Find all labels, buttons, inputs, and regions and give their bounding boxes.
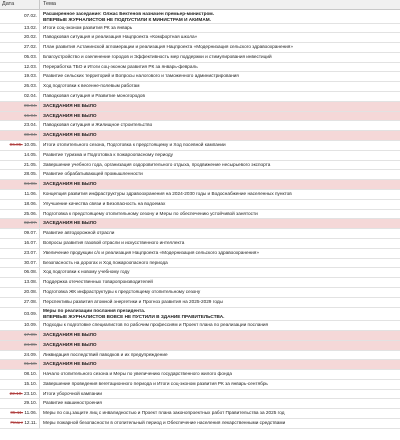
date-value: 23.10.	[23, 390, 37, 396]
table-row[interactable]	[0, 190, 400, 200]
date-value: 16.07.	[23, 240, 37, 246]
date-cell[interactable]	[0, 10, 40, 23]
topic-cell[interactable]: Увеличение продукции с/х и реализация Нацпроекта «Модернизация сельского здравоохранения»	[43, 249, 259, 255]
date-cell[interactable]	[0, 190, 40, 199]
date-value: 26.03.	[23, 83, 37, 89]
date-value: 25.06.	[23, 210, 37, 216]
column-header-date[interactable]: Дата	[0, 0, 40, 9]
date-cell[interactable]	[0, 200, 40, 209]
date-cell[interactable]	[0, 102, 40, 111]
date-value: 24.09.	[23, 351, 37, 357]
topic-cell[interactable]: Ход подготовки к весенне-полевым работам	[43, 83, 140, 89]
date-value: 03.09.	[23, 310, 37, 316]
date-cell[interactable]	[0, 33, 40, 42]
date-value: 28.05.	[23, 171, 37, 177]
date-value: 10.09.	[23, 322, 37, 328]
topic-cell[interactable]: ЗАСЕДАНИЯ НЕ БЫЛО	[43, 341, 97, 347]
date-value: 10.05.	[23, 142, 37, 148]
topic-cell[interactable]: Развитие автодорожной отрасли	[43, 230, 115, 236]
table-row[interactable]	[0, 82, 400, 92]
table-row[interactable]	[0, 419, 400, 429]
topic-line: Расширенное заседание: Олжас Бектенов назначен премьер-министром.	[43, 10, 215, 16]
topic-cell[interactable]: Вопросы развития газовой отрасли и искусственного интеллекта	[43, 240, 185, 246]
date-cell[interactable]	[0, 170, 40, 179]
topic-line: ВПЕРВЫЕ ЖУРНАЛИСТОВ ВОВСЕ НЕ ПУСТИЛИ В ЗДАНИЕ ПРАВИТЕЛЬСТВА.	[43, 314, 225, 320]
topic-cell[interactable]: Подходы к подготовке специалистов по рабочим профессиям и Проект плана по реализации послания	[43, 322, 269, 328]
topic-cell[interactable]: Паводковая ситуация и Развитие моногородов	[43, 93, 146, 99]
table-row[interactable]	[0, 268, 400, 278]
date-cell[interactable]	[0, 239, 40, 248]
topic-cell[interactable]: ЗАСЕДАНИЯ НЕ БЫЛО	[43, 132, 97, 138]
date-cell[interactable]	[0, 131, 40, 140]
date-cell[interactable]	[0, 419, 40, 428]
table-row[interactable]	[0, 33, 400, 43]
date-value: 09.07.	[23, 230, 37, 236]
topic-cell[interactable]: Начало отопительного сезона и Меры по увеличению государственного жилого фонда	[43, 371, 232, 377]
table-row[interactable]	[0, 249, 400, 259]
date-cell[interactable]	[0, 210, 40, 219]
table-row[interactable]	[0, 24, 400, 34]
table-row[interactable]	[0, 151, 400, 161]
date-value: 12.11.	[24, 420, 37, 426]
date-value: 23.07.	[23, 249, 37, 255]
date-cell[interactable]	[0, 370, 40, 379]
table-row[interactable]	[0, 288, 400, 298]
table-row[interactable]	[0, 210, 400, 220]
date-cell[interactable]	[0, 298, 40, 307]
table-row[interactable]	[0, 72, 400, 82]
old-date: 05.11.	[10, 410, 23, 416]
date-value: 30.07.	[23, 259, 37, 265]
table-row[interactable]	[0, 161, 400, 171]
date-cell[interactable]	[0, 390, 40, 399]
table-row[interactable]	[0, 131, 400, 141]
topic-cell[interactable]: Улучшение качества связи и Безопасность на водоемах	[43, 200, 166, 206]
date-cell[interactable]	[0, 141, 40, 150]
date-cell[interactable]	[0, 53, 40, 62]
table-row[interactable]	[0, 360, 400, 370]
topic-cell[interactable]: Итоги отопительного сезона, Подготовка к предстоящему и Ход посевной кампании	[43, 142, 226, 148]
table-body	[0, 10, 400, 429]
table-row[interactable]	[0, 121, 400, 131]
topic-cell[interactable]: Подготовка к предстоящему отопительному сезону и Меры по обеспечению устойчивой занятости	[43, 210, 258, 216]
topic-cell[interactable]: Поддержка отечественных товаропроизводителей	[43, 279, 153, 285]
date-value: 18.06.	[23, 200, 37, 206]
date-cell[interactable]	[0, 229, 40, 238]
topic-cell[interactable]: Перспективы развития атомной энергетики и Прогноз развития на 2025-2029 годы	[43, 298, 223, 304]
table-row[interactable]	[0, 180, 400, 190]
table-row[interactable]	[0, 112, 400, 122]
date-cell[interactable]	[0, 112, 40, 121]
date-cell[interactable]	[0, 63, 40, 72]
date-value: 19.03.	[23, 73, 37, 79]
topic-cell[interactable]: ЗАСЕДАНИЯ НЕ БЫЛО	[43, 112, 97, 118]
table-row[interactable]	[0, 409, 400, 419]
topic-cell[interactable]: Развитие машиностроения	[43, 400, 102, 406]
topic-cell[interactable]: Завершение учебного года, организация оздоровительного отдыха, продвижение несырьевого экспорта	[43, 161, 271, 167]
date-cell[interactable]	[0, 321, 40, 330]
table-row[interactable]	[0, 351, 400, 361]
topic-cell[interactable]: Концепция развития инфраструктуры здравоохранения на 2024-2030 годы и Водоснабжение населенных пунктов	[43, 191, 292, 197]
date-value: 11.06.	[24, 410, 37, 416]
table-row[interactable]	[0, 399, 400, 409]
table-row[interactable]	[0, 200, 400, 210]
date-value: 13.02.	[23, 24, 37, 30]
table-row[interactable]	[0, 219, 400, 229]
table-row[interactable]	[0, 10, 400, 24]
table-row[interactable]	[0, 102, 400, 112]
column-header-topic[interactable]: Тема	[43, 1, 56, 7]
topic-cell[interactable]: Развитие сельских территорий и Вопросы налогового и таможенного администрирования	[43, 73, 239, 79]
topic-cell[interactable]: Переработка ТБО и Итоги соц-эконом развития РК за январь-февраль	[43, 63, 198, 69]
date-value: 05.03.	[23, 53, 37, 59]
topic-cell[interactable]	[40, 308, 400, 321]
table-header	[0, 0, 400, 10]
topic-cell[interactable]: ЗАСЕДАНИЯ НЕ БЫЛО	[43, 102, 97, 108]
date-value: 02.04.	[23, 93, 37, 99]
date-value: 30.04.	[23, 132, 37, 138]
table-row[interactable]	[0, 331, 400, 341]
table-row[interactable]	[0, 239, 400, 249]
topic-cell[interactable]: Паводковая ситуация и реализация Нацпроекта «Комфортная школа»	[43, 34, 198, 40]
table-row[interactable]	[0, 53, 400, 63]
date-value: 27.08.	[23, 298, 37, 304]
date-cell[interactable]	[0, 399, 40, 408]
date-cell[interactable]	[0, 219, 40, 228]
table-row[interactable]	[0, 390, 400, 400]
topic-cell[interactable]: Завершение проведения вегетационного периода и Итоги соц-эконом развития РК за январь-сентябрь	[43, 380, 268, 386]
table-row[interactable]	[0, 92, 400, 102]
date-value: 15.10.	[23, 380, 37, 386]
date-cell[interactable]	[0, 151, 40, 160]
date-cell[interactable]	[0, 360, 40, 369]
date-cell[interactable]	[0, 161, 40, 170]
table-row[interactable]	[0, 43, 400, 53]
date-value: 09.04.	[23, 102, 37, 108]
topic-cell[interactable]: План развития Астанинской агломерации и реализация Нацпроекта «Модернизация сельского здравоохранения»	[43, 44, 293, 50]
date-value: 29.10.	[23, 400, 37, 406]
topic-cell[interactable]: ЗАСЕДАНИЯ НЕ БЫЛО	[43, 181, 97, 187]
date-cell[interactable]	[0, 121, 40, 130]
topic-cell[interactable]: Ликвидация последствий паводков и их предупреждение	[43, 351, 168, 357]
date-cell[interactable]	[0, 308, 40, 321]
topic-cell[interactable]: Меры пожарной безопасности в отопительный период и Обеспечение населения лекарственными средствами	[43, 420, 286, 426]
table-row[interactable]	[0, 321, 400, 331]
date-value: 24.09.	[23, 341, 37, 347]
date-value: 14.05.	[23, 151, 37, 157]
table-row[interactable]	[0, 259, 400, 269]
table-row[interactable]	[0, 380, 400, 390]
topic-cell[interactable]: ЗАСЕДАНИЯ НЕ БЫЛО	[43, 331, 97, 337]
date-cell[interactable]	[0, 24, 40, 33]
table-row[interactable]	[0, 341, 400, 351]
date-value: 23.04.	[23, 122, 37, 128]
date-value: 06.08.	[23, 269, 37, 275]
topic-line: Меры по реализации послания президента.	[43, 308, 146, 314]
date-value: 17.09.	[23, 331, 37, 337]
date-value: 27.02.	[23, 44, 37, 50]
date-cell[interactable]	[0, 249, 40, 258]
date-cell[interactable]	[0, 341, 40, 350]
date-value: 21.05.	[23, 161, 37, 167]
old-date: План:	[10, 420, 23, 426]
date-cell[interactable]	[0, 331, 40, 340]
table-row[interactable]	[0, 370, 400, 380]
topic-cell[interactable]: ЗАСЕДАНИЯ НЕ БЫЛО	[43, 361, 97, 367]
date-value: 13.08.	[23, 279, 37, 285]
date-value: 12.03.	[23, 63, 37, 69]
topic-cell[interactable]: Итоги соц-эконом развития РК за январь	[43, 24, 133, 30]
date-value: 20.08.	[23, 289, 37, 295]
table-row[interactable]	[0, 308, 400, 322]
topic-cell[interactable]: ЗАСЕДАНИЯ НЕ БЫЛО	[43, 220, 97, 226]
topic-cell[interactable]: Развитие обрабатывающей промышленности	[43, 171, 143, 177]
date-value: 07.02.	[23, 13, 37, 18]
topic-cell[interactable]: Ход подготовки к новому учебному году	[43, 269, 130, 275]
date-cell[interactable]	[0, 268, 40, 277]
date-cell[interactable]	[0, 409, 40, 418]
topic-cell[interactable]: Благоустройство и озеленение городов и Эффективность мер поддержки и стимулирования инвестиций	[43, 53, 272, 59]
date-value: 20.02.	[23, 34, 37, 40]
date-cell[interactable]	[0, 72, 40, 81]
topic-cell[interactable]: Меры по соц.защите лиц с инвалидностью и Проект плана законопроектных работ Правительства за 2025 год	[43, 410, 285, 416]
date-value: 01.10.	[23, 361, 37, 367]
date-cell[interactable]	[0, 351, 40, 360]
date-value: 08.10.	[23, 371, 37, 377]
old-date: 06.05.	[9, 142, 23, 148]
topic-cell[interactable]: Подготовка ЖК инфраструктуры к предстоящему отопительному сезону	[43, 289, 201, 295]
old-date: 22.10.	[9, 390, 23, 396]
date-cell[interactable]	[0, 92, 40, 101]
topic-cell[interactable]: Безопасность на дорогах и Ход пожароопасного периода	[43, 259, 168, 265]
table-row[interactable]	[0, 63, 400, 73]
date-cell[interactable]	[0, 288, 40, 297]
topic-cell[interactable]	[40, 10, 400, 23]
table-row[interactable]	[0, 141, 400, 151]
date-cell[interactable]	[0, 380, 40, 389]
table-row[interactable]	[0, 298, 400, 308]
topic-cell[interactable]: Развитие туризма и Подготовка к пожароопасному периоду	[43, 151, 173, 157]
date-cell[interactable]	[0, 43, 40, 52]
date-value: 16.04.	[23, 112, 37, 118]
date-cell[interactable]	[0, 180, 40, 189]
topic-line: ВПЕРВЫЕ ЖУРНАЛИСТОВ НЕ ПОДПУСТИЛИ К МИНИСТРАМ И АКИМАМ.	[43, 16, 211, 22]
date-value: 02.07.	[23, 220, 37, 226]
table-row[interactable]	[0, 229, 400, 239]
date-value: 04.06.	[23, 181, 37, 187]
topic-cell[interactable]: Паводковая ситуация и Жилищное строительство	[43, 122, 153, 128]
table-row[interactable]	[0, 170, 400, 180]
topic-cell[interactable]: Итоги уборочной кампании	[43, 390, 103, 396]
date-value: 11.06.	[24, 191, 37, 197]
date-cell[interactable]	[0, 259, 40, 268]
date-cell[interactable]	[0, 82, 40, 91]
table-row[interactable]	[0, 278, 400, 288]
date-cell[interactable]	[0, 278, 40, 287]
